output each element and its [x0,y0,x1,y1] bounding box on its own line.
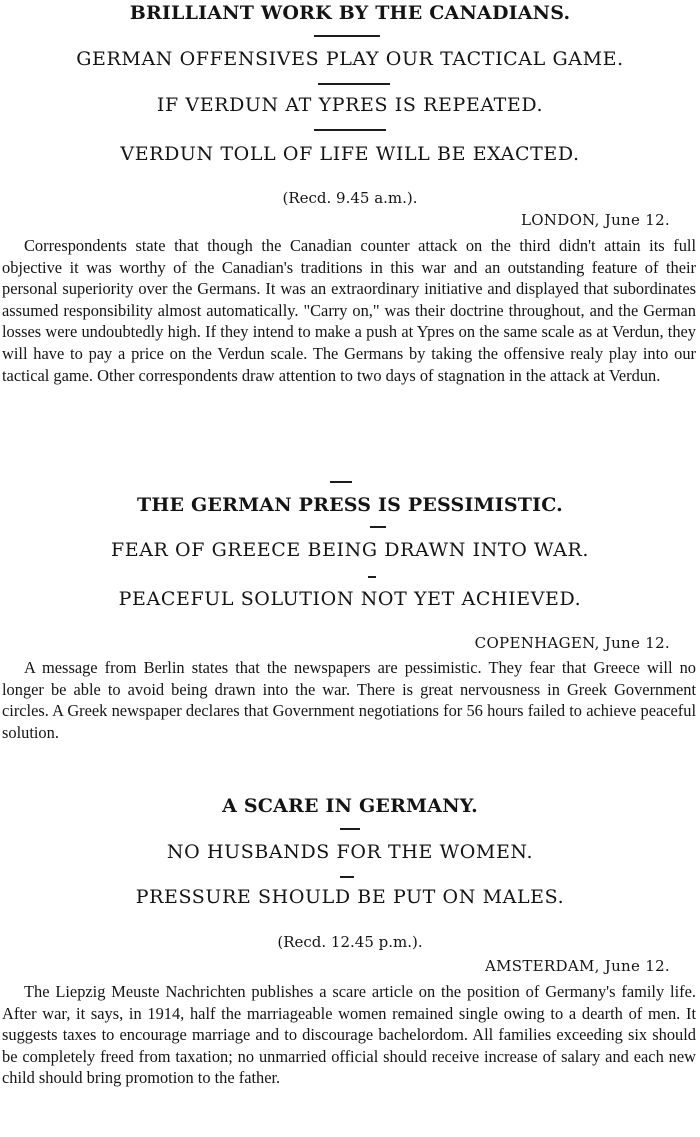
divider-rule [340,828,360,830]
section-divider [330,481,352,483]
article-subheadline: GERMAN OFFENSIVES PLAY OUR TACTICAL GAME. [76,48,624,70]
divider-rule [368,576,376,578]
article-subheadline: NO HUSBANDS FOR THE WOMEN. [166,841,534,863]
divider-rule [340,876,354,878]
received-time: (Recd. 12.45 p.m.). [277,933,423,951]
article-subheadline: IF VERDUN AT YPRES IS REPEATED. [156,94,544,116]
dateline: AMSTERDAM, June 12. [484,957,670,975]
dateline: LONDON, June 12. [520,211,670,229]
article-paragraph: A message from Berlin states that the newspapers are pessimistic. They fear that Greece will no longer be able to avoid being drawn into the war. There is great nervousness in Greek Government circles. A Greek newspaper declares that Government negotiations for 56 hours failed to achieve peaceful solution. [2,658,696,742]
divider-rule [370,526,386,528]
dateline: COPENHAGEN, June 12. [474,634,670,652]
article-subheadline: FEAR OF GREECE BEING DRAWN INTO WAR. [110,539,590,561]
article-headline: THE GERMAN PRESS IS PESSIMISTIC. [136,494,563,516]
article-paragraph: Correspondents state that though the Canadian counter attack on the third didn't attain its full objective it was worthy of the Canadian's traditions in this war and an outstanding feature of their personal superiority over the Germans. It was an extraordinary initiative and displayed that subordinates assumed responsibility almost automatically. "Carry on," was their doctrine throughout, and the German losses were undoubtedly high. If they intend to make a push at Ypres on the same scale as at Verdun, they will have to pay a price on the Verdun scale. The Germans by taking the offensive realy play into our tactical game. Other correspondents draw attention to two days of stagnation in the attack at Verdun. [2,236,696,385]
divider-rule [314,35,380,37]
article-subheadline: VERDUN TOLL OF LIFE WILL BE EXACTED. [120,143,580,165]
received-time: (Recd. 9.45 a.m.). [282,189,418,207]
article-body [2,981,696,1131]
article-body [2,235,696,465]
article-headline: BRILLIANT WORK BY THE CANADIANS. [129,2,571,24]
article-paragraph: The Liepzig Meuste Nachrichten publishes a scare article on the position of Germany's family life. After war, it says, in 1914, half the marriageable women remained single owing to a dearth of men. It suggests taxes to encourage marriage and to discourage bachelordom. All families exceeding six should be completely freed from taxation; no unmarried official should receive increase of salary and each new child should bring promotion to the father. [2,982,696,1088]
article-headline: A SCARE IN GERMANY. [222,795,478,817]
article-body [2,657,696,767]
divider-rule [318,83,390,85]
article-subheadline: PEACEFUL SOLUTION NOT YET ACHIEVED. [118,588,582,610]
divider-rule [314,129,386,131]
article-subheadline: PRESSURE SHOULD BE PUT ON MALES. [135,886,565,908]
